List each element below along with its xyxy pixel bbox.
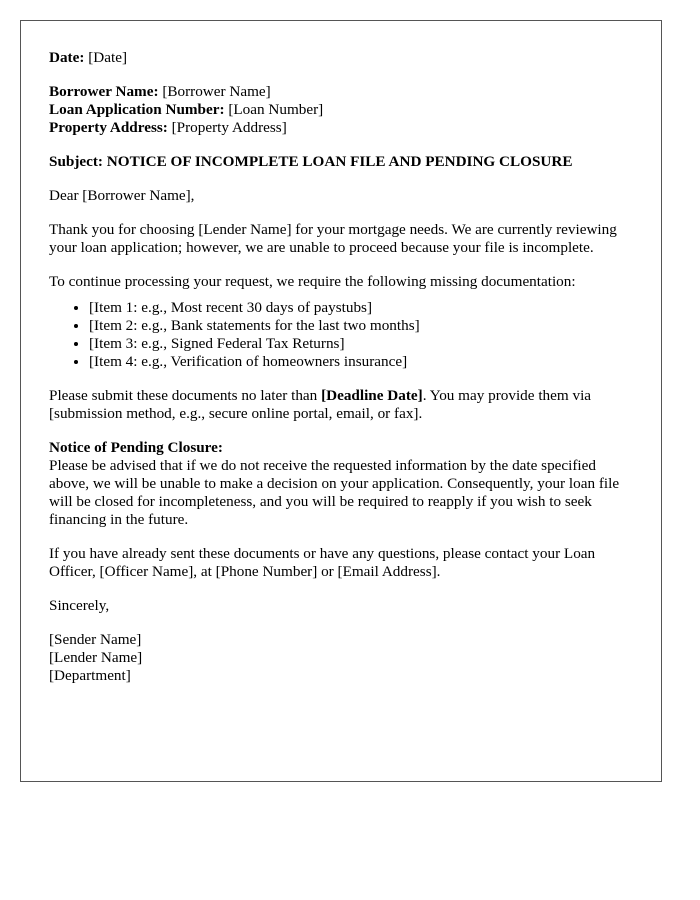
list-item: • [Item 3: e.g., Signed Federal Tax Returns] xyxy=(89,335,633,353)
closure-heading-text: Notice of Pending Closure: xyxy=(49,439,223,456)
date-label: Date: xyxy=(49,49,85,66)
subject-value: NOTICE OF INCOMPLETE LOAN FILE AND PENDING CLOSURE xyxy=(106,153,573,170)
date-value: [Date] xyxy=(88,49,128,66)
deadline-paragraph xyxy=(49,387,633,423)
contact-paragraph: If you have already sent these documents or have any questions, please contact your Loan Officer, [Officer Name], at [Phone Number] or [Email Address]. xyxy=(49,545,596,580)
borrower-value: [Borrower Name] xyxy=(162,83,271,100)
deadline-text-after: . You may provide them via [submission method, e.g., secure online portal, email, or fax]. xyxy=(49,387,592,422)
signature-name: [Sender Name] xyxy=(49,631,142,648)
closing-line: Sincerely, xyxy=(49,597,110,614)
borrower-line xyxy=(49,83,633,101)
signature-department: [Department] xyxy=(49,667,131,684)
property-line xyxy=(49,119,633,137)
intro-paragraph: Thank you for choosing [Lender Name] for your mortgage needs. We are currently reviewing your loan application; however, we are unable to proceed because your file is incomplete. xyxy=(49,221,617,256)
borrower-label: Borrower Name: xyxy=(49,83,159,100)
letter-document xyxy=(20,20,662,782)
signature-lender: [Lender Name] xyxy=(49,649,143,666)
request-paragraph: To continue processing your request, we require the following missing documentation: xyxy=(49,273,576,290)
loan-number-label: Loan Application Number: xyxy=(49,101,225,118)
list-item: • [Item 1: e.g., Most recent 30 days of paystubs] xyxy=(89,299,633,317)
closure-heading xyxy=(49,439,633,457)
subject-line xyxy=(49,153,633,171)
date-line xyxy=(49,49,633,67)
closure-paragraph: Please be advised that if we do not receive the requested information by the date specified above, we will be unable to make a decision on your application. Consequently, your loan file will be closed for incompleteness, and you will be required to reapply if you wish to seek financing in the future. xyxy=(49,457,620,528)
deadline-date: [Deadline Date] xyxy=(321,387,423,404)
list-item: • [Item 4: e.g., Verification of homeowners insurance] xyxy=(89,353,633,371)
property-label: Property Address: xyxy=(49,119,168,136)
subject-label: Subject: xyxy=(49,153,103,170)
salutation: Dear [Borrower Name], xyxy=(49,187,195,204)
missing-documents-list xyxy=(49,299,633,371)
loan-number-line xyxy=(49,101,633,119)
list-item: • [Item 2: e.g., Bank statements for the last two months] xyxy=(89,317,633,335)
property-value: [Property Address] xyxy=(171,119,287,136)
deadline-text-before: Please submit these documents no later than xyxy=(49,387,322,404)
loan-number-value: [Loan Number] xyxy=(228,101,324,118)
